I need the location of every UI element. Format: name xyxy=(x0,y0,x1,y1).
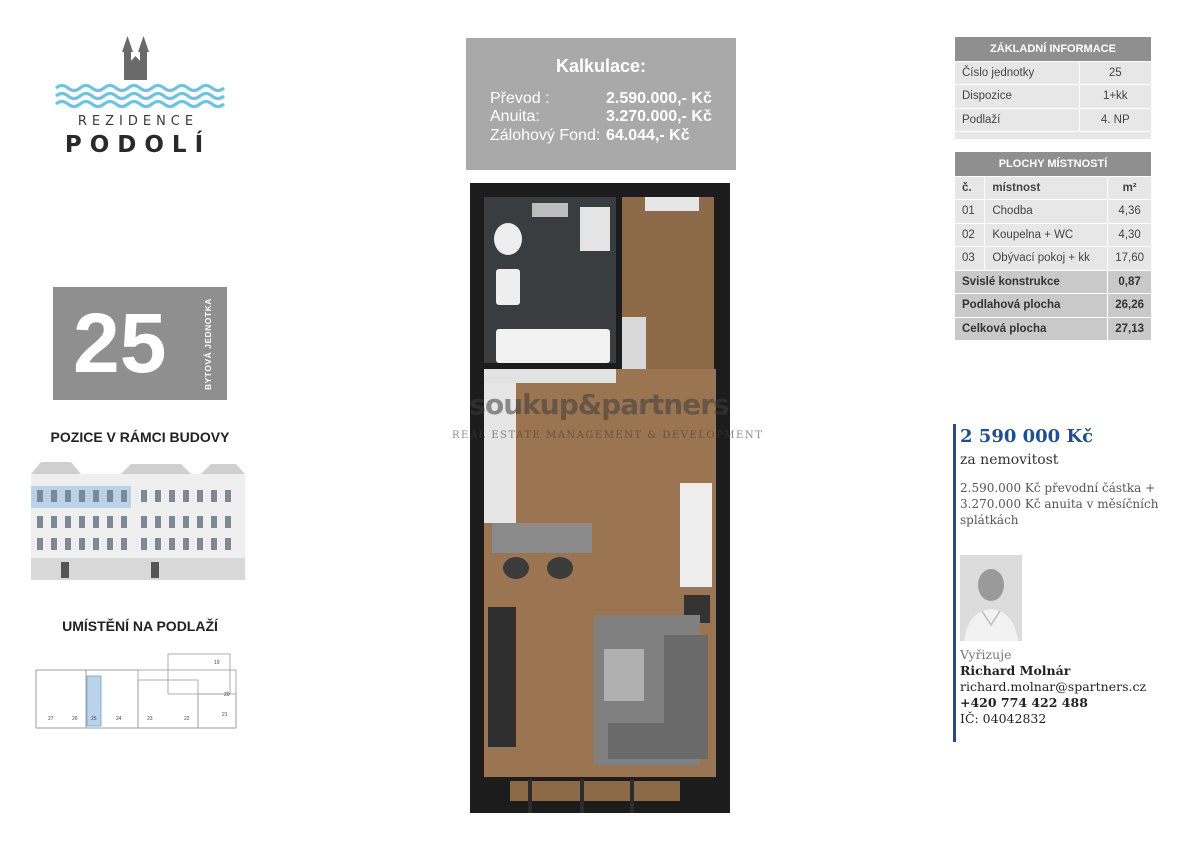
table-row xyxy=(955,108,1152,132)
calculation-label: Převod : xyxy=(490,90,550,107)
table-header-row xyxy=(955,176,1152,200)
agent-photo xyxy=(960,555,1022,641)
table-row xyxy=(955,247,1152,271)
info-value: 1+kk xyxy=(1079,85,1152,109)
calculation-row xyxy=(490,127,690,145)
building-facade-image xyxy=(31,462,245,580)
info-value: 4. NP xyxy=(1079,108,1152,132)
col-name-header: místnost xyxy=(985,176,1108,200)
contact-name: Richard Molnár xyxy=(960,663,1071,678)
church-waves-logo-icon xyxy=(48,32,228,114)
floor-position-heading: UMÍSTĚNÍ NA PODLAŽÍ xyxy=(62,618,218,634)
room-area: 17,60 xyxy=(1108,247,1152,271)
room-name: Koupelna + WC xyxy=(985,223,1108,247)
total-label: Celková plocha xyxy=(955,317,1108,341)
total-row xyxy=(955,294,1152,318)
floor-mini-label: 23 xyxy=(147,716,153,722)
table-row xyxy=(955,223,1152,247)
floor-mini-label: 27 xyxy=(48,716,54,722)
calculation-label: Anuita: xyxy=(490,108,540,125)
floor-mini-label: 22 xyxy=(184,716,190,722)
contact-role: Vyřizuje xyxy=(960,647,1012,662)
price-subtitle: za nemovitost xyxy=(960,452,1059,468)
room-no: 01 xyxy=(955,200,985,224)
floor-mini-label: 25 xyxy=(91,716,97,722)
apartment-floor-plan xyxy=(470,183,730,813)
rooms-title: PLOCHY MÍSTNOSTÍ xyxy=(955,152,1152,176)
floor-mini-label: 26 xyxy=(72,716,78,722)
total-value: 0,87 xyxy=(1108,270,1152,294)
unit-number: 25 xyxy=(73,296,167,390)
total-label: Svislé konstrukce xyxy=(955,270,1108,294)
info-label: Číslo jednotky xyxy=(955,61,1079,85)
basic-info-title: ZÁKLADNÍ INFORMACE xyxy=(955,37,1152,61)
info-value: 25 xyxy=(1079,61,1152,85)
total-label: Podlahová plocha xyxy=(955,294,1108,318)
floor-mini-label: 20 xyxy=(224,692,230,698)
unit-vertical-label: BYTOVÁ JEDNOTKA xyxy=(203,298,213,391)
info-label: Dispozice xyxy=(955,85,1079,109)
room-no: 02 xyxy=(955,223,985,247)
logo xyxy=(48,32,228,172)
watermark-tagline: REAL ESTATE MANAGEMENT & DEVELOPMENT xyxy=(452,430,764,441)
info-label: Podlaží xyxy=(955,108,1079,132)
contact-ic: IČ: 04042832 xyxy=(960,711,1047,726)
table-row xyxy=(955,200,1152,224)
table-row xyxy=(955,85,1152,109)
accent-divider xyxy=(953,424,956,742)
watermark-brand: soukup&partners xyxy=(469,388,729,421)
floor-mini-label: 19 xyxy=(214,660,220,666)
rooms-area-table xyxy=(955,152,1152,341)
floor-mini-label: 24 xyxy=(116,716,122,722)
calculation-row xyxy=(490,108,712,126)
total-row xyxy=(955,270,1152,294)
price-amount: 2 590 000 Kč xyxy=(960,426,1094,447)
floor-mini-label: 21 xyxy=(222,712,228,718)
contact-email[interactable]: richard.molnar@spartners.cz xyxy=(960,679,1147,694)
room-area: 4,30 xyxy=(1108,223,1152,247)
contact-phone[interactable]: +420 774 422 488 xyxy=(960,695,1088,710)
total-value: 26,26 xyxy=(1108,294,1152,318)
basic-info-table xyxy=(955,37,1152,140)
brand-line-2: PODOLÍ xyxy=(64,132,212,158)
table-row xyxy=(955,61,1152,85)
calculation-title: Kalkulace: xyxy=(555,56,647,76)
calculation-value: 2.590.000,- Kč xyxy=(606,90,712,107)
building-position-heading: POZICE V RÁMCI BUDOVY xyxy=(50,429,230,445)
calculation-value: 64.044,- Kč xyxy=(606,127,690,144)
calculation-label: Zálohový Fond: xyxy=(490,127,601,144)
room-name: Obývací pokoj + kk xyxy=(985,247,1108,271)
calculation-value: 3.270.000,- Kč xyxy=(606,108,712,125)
col-no-header: č. xyxy=(955,176,985,200)
total-value: 27,13 xyxy=(1108,317,1152,341)
unit-badge xyxy=(53,287,227,400)
floor-location-plan-image xyxy=(34,650,256,732)
total-row xyxy=(955,317,1152,341)
room-name: Chodba xyxy=(985,200,1108,224)
brand-line-1: REZIDENCE xyxy=(77,114,199,129)
col-area-header: m² xyxy=(1108,176,1152,200)
room-area: 4,36 xyxy=(1108,200,1152,224)
calculation-box xyxy=(466,38,736,170)
price-note: 2.590.000 Kč převodní částka + 3.270.000 Kč anuita v měsíčních splátkách xyxy=(960,481,1159,527)
calculation-row xyxy=(490,90,712,108)
room-no: 03 xyxy=(955,247,985,271)
